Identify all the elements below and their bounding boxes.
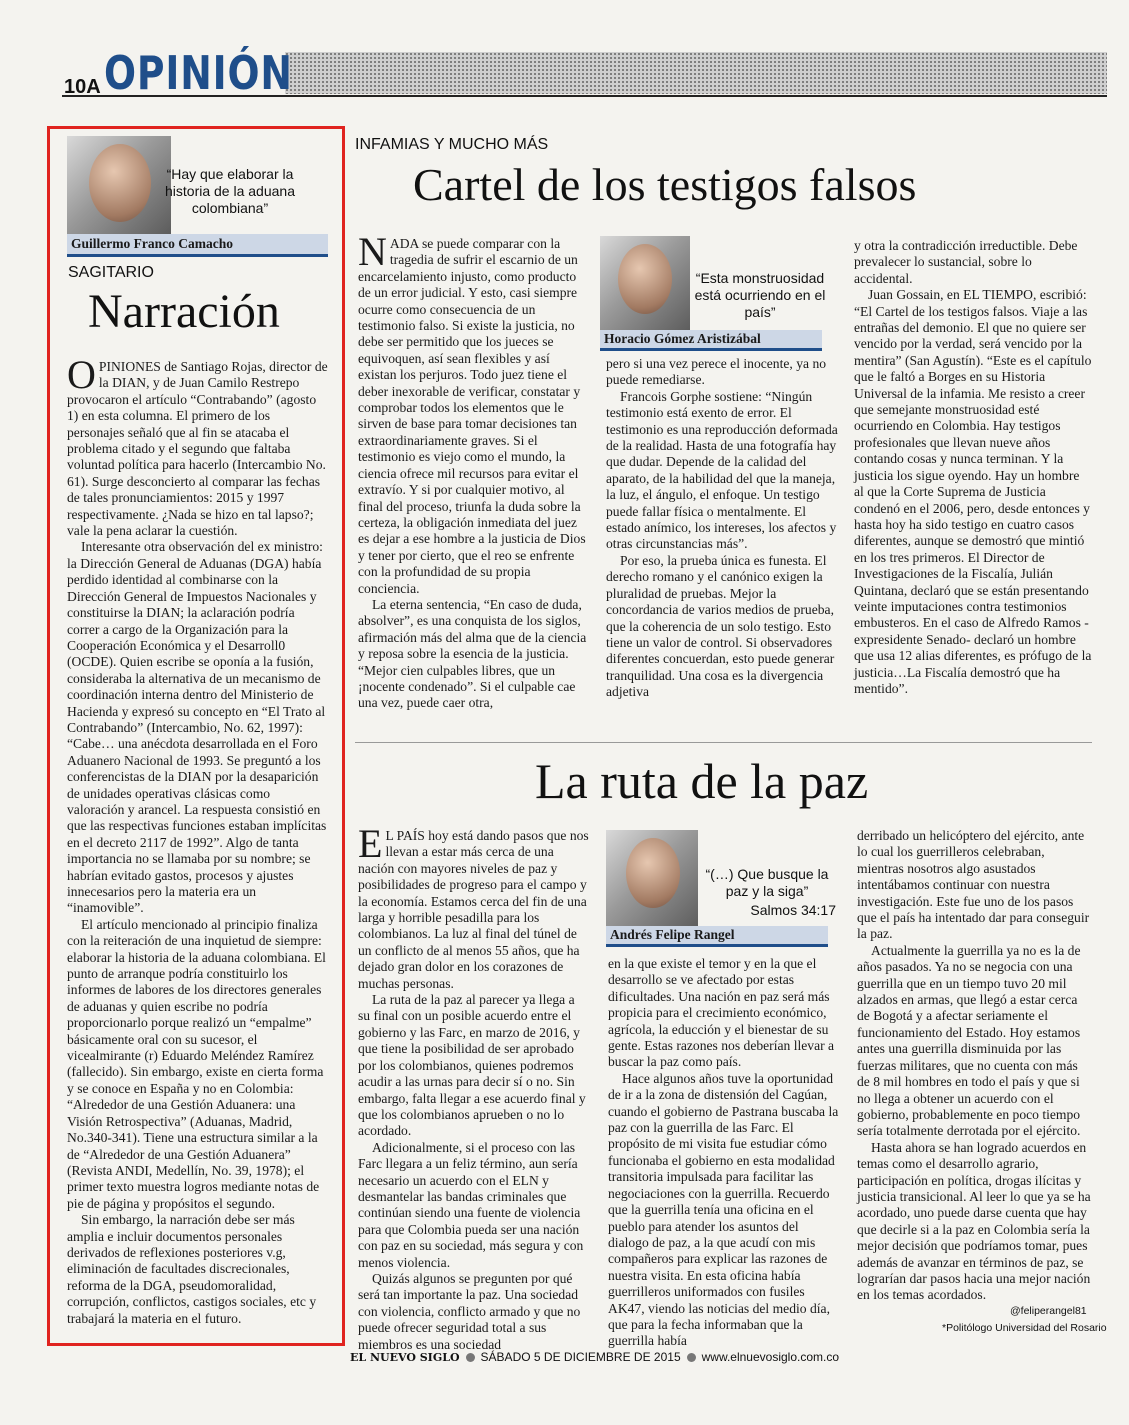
section-title: OPINIÓN	[104, 46, 293, 100]
byline-top: Horacio Gómez Aristizábal	[600, 330, 822, 351]
paragraph: El artículo mencionado al principio finaliza con la reiteración de una inquietud de siempre: elaborar la historia de la aduana colombiana. El punto de arranque podría constituirlo los informes de labores de los directores generales de aduanas y quien escribe no podría proporcionarlo porque realizó un “empalme” básicamente oral con su sucesor, el vicealmirante (r) Eduardo Meléndez Ramírez (fallecido). Sin embargo, existe en cierta forma y se conoce en España y no en Colombia: “Alrededor de una Gestión Aduanera: una Visión Retrospectiva” (Aduanas, Madrid, No.340-341). Tiene una estructura similar a la de “Alrededor de una Gestión Aduanera” (Revista ANDI, Medellín, No. 39, 1978); el primer texto muestra logros mediante notas de pie de página y propósitos el segundo.	[67, 916, 326, 1211]
twitter-handle: @feliperangel81	[1010, 1305, 1087, 1317]
paragraph: La eterna sentencia, “En caso de duda, absolver”, es una conquista de los siglos, afirmación más del alma que de la ciencia y reposa sobre la esencia de la justicia. “Mejor cien culpables libres, que un ¡nocente condenado”. Si el culpable cae una vez, puede caer otra,	[358, 596, 587, 711]
paragraph: Por eso, la prueba única es funesta. El derecho romano y el canónico exigen la pluralidad de pruebas. Mejor la concordancia de varios medios de prueba, que la coherencia de un solo testigo. Esto tiene un valor de control. Si observadores diferentes concuerdan, esto puede generar tranquilidad. Una cosa es la divergencia adjetiva	[606, 552, 835, 700]
paragraph: Hasta ahora se han logrado acuerdos en temas como el desarrollo agrario, participación en política, drogas ilícitas y justicia transicional. Al leer lo que ya se ha acordado, uno puede darse cuenta que hay que decirle si a la paz en Colombia sería la mejor decisión que podríamos tomar, pues además de avanzar en términos de paz, se lograrían dar pasos hacia una mejor nación en los temas acordados.	[857, 1139, 1091, 1303]
pull-quote-top: “Esta monstruosidad está ocurriendo en el país”	[694, 270, 826, 320]
paragraph: y otra la contradicción irreductible. Debe prevalecer lo sustancial, sobre lo accidental.	[854, 238, 1078, 286]
header-texture	[285, 52, 1107, 94]
footer-url[interactable]: www.elnuevosiglo.com.co	[701, 1350, 840, 1364]
author-photo-rangel	[606, 830, 698, 930]
article-bottom-col1	[358, 821, 590, 1353]
paragraph: NADA se puede comparar con la tragedia de sufrir el escarnio de un encarcelamiento injusto, como producto de un error judicial. Y esto, casi siempre ocurre como consecuencia de un testimonio falso. Si existe la justicia, no debe ser permitido que los jueces se equivoquen, así sean flexibles y así existan los perjuros. Todo juez tiene el deber inexorable de verificar, constatar y comprobar todos los elementos que le sirven de base para tomar decisiones tan extraordinariamente graves. Si el testimonio es viejo como el mundo, la ciencia ofrece mil recursos para evitar el extravío. Y si por cualquier motivo, al final del proceso, triunfa la duda sobre la certeza, la obligación inmediata del juez es dejar a ese hombre a la justicia de Dios y tener por cierto, que el reo se enfrente con la profundidad de su propia conciencia.	[358, 229, 586, 596]
byline-bottom: Andrés Felipe Rangel	[606, 926, 828, 947]
paragraph: La ruta de la paz al parecer ya llega a su final con un posible acuerdo entre el gobierno y las Farc, en marzo de 2016, y que tiene la posibilidad de ser aprobado por los colombianos, quienes podremos acudir a las urnas para decir sí o no. Sin embargo, falta llegar a ese acuerdo final y que los colombianos aprueben o no lo acordado.	[358, 992, 586, 1139]
paragraph: Hace algunos años tuve la oportunidad de ir a la zona de distensión del Cagúan, cuando el gobierno de Pastrana buscaba la paz con la guerrilla de las Farc. El propósito de mi visita fue estudiar cómo funcionaba el gobierno en esta modalidad transitoria impulsada para facilitar las negociaciones con la guerrilla. Recuerdo que la guerrilla tenía una oficina en el pueblo para atender los asuntos del dialogo de paz, a la que acudí con mis compañeros para explicar las razones de nuestra visita. En esta oficina había guerrilleros uniformados con fusiles AK47, viendo las noticias del medio día, que para la fecha informaban que la guerrilla había	[608, 1070, 839, 1349]
headline-left: Narración	[88, 285, 280, 338]
paragraph: Francois Gorphe sostiene: “Ningún testimonio está exento de error. El testimonio es una reproducción deformada de la realidad. Hasta de una fotografía hay que dudar. Depende de la calidad del aparato, de la habilidad del que la maneja, la luz, el ángulo, el enfoque. Un testigo puede fallar física o mentalmente. El estado anímico, los intereses, los afectos y otras circunstancias más”.	[606, 388, 838, 552]
author-credit: *Politólogo Universidad del Rosario	[942, 1322, 1107, 1334]
author-photo-gomez	[600, 236, 690, 332]
article-bottom-col2	[608, 956, 840, 1350]
paragraph: pero si una vez perece el inocente, ya no puede remediarse.	[606, 356, 827, 388]
paragraph: Actualmente la guerrilla ya no es la de años pasados. Ya no se negocia con una guerrilla que en un tiempo tuvo 20 mil alzados en armas, que llegó a estar cerca de Bogotá y a afectar seriamente el funcionamiento del Estado. Hoy estamos antes una guerrilla disminuida por las fuerzas militares, que no cuenta con más de 8 mil hombres en todo el país y que si no llega a obtener un acuerdo con el gobierno, probablemente en poco tiempo sería totalmente derrotada por el ejército.	[857, 942, 1081, 1139]
paragraph: Interesante otra observación del ex ministro: la Dirección General de Aduanas (DGA) había perdido identidad al combinarse con la Dirección General de Impuestos Nacionales y constituirse la DIAN; la aclaración podría correr a cargo de la Organización para la Cooperación Económica y el Desarroll0 (OCDE). Quien escribe se oponía a la fusión, consideraba la alternativa de un mecanismo de coordinación interna dentro del Ministerio de Hacienda y expresó su concepto en “El Trato al Contrabando” (Intercambio, No. 62, 1997): “Cabe… una anécdota desarrollada en el Foro Aduanero Nacional de 1993. Se preguntó a los conferencistas de la DIAN por la desaparición de unidades operativas clásicas como valoración y arancel. La respuesta consistió en que las respectivas funciones estaban implícitas en el decreto 2117 de 1992”. Algo de tanta importancia no se llamaba por su nombre; se habrían evitado gastos, procesos y ajustes innecesarios pero la materia era un “inamovible”.	[67, 539, 327, 916]
footer-date: SÁBADO 5 DE DICIEMBRE DE 2015	[480, 1350, 681, 1364]
paragraph: derribado un helicóptero del ejército, ante lo cual los guerrilleros celebraban, mientras nosotros algo asustados intentábamos continuar con nuestra investigación. Este fue uno de los pasos que el país ha intentado dar para conseguir la paz.	[857, 828, 1090, 942]
article-body-left	[67, 352, 329, 1327]
pull-quote-bottom: “(…) Que busque la paz y la siga”	[705, 866, 829, 899]
kicker-left: SAGITARIO	[68, 264, 154, 281]
article-top-col3	[854, 238, 1092, 697]
paragraph: Juan Gossain, en EL TIEMPO, escribió: “El Cartel de los testigos falsos. Viaje a las entrañas del demonio. El que no quiere ser vencido por la verdad, será vencido por la mentira” (San Agustín). “Este es el capítulo que le faltó a Borges en su Historia Universal de la infamia. Me resisto a creer que semejante monstruosidad esté ocurriendo en Colombia. Hay testigos profesionales que llevan nueve años contando cosas y nunca terminan. Y la justicia los sigue oyendo. Hay un hombre al que la Corte Suprema de Justicia condenó en el 2006, pero, desde entonces y hasta hoy ha sido testigo en cuatro casos diferentes, aunque se demostró que mintió en los tres primeros. El Director de Investigaciones de la Fiscalía, Julián Quintana, declaró que se están presentando veinte imputaciones contra testimonios embusteros. En el caso de Alfredo Ramos -expresidente Senado- declaró un hombre que usa 12 alias diferentes, es prófugo de la justicia…La Fiscalía demostró que ha mentido”.	[854, 287, 1092, 696]
footer-brand: EL NUEVO SIGLO	[350, 1351, 460, 1364]
author-photo-franco	[67, 136, 171, 234]
headline-top: Cartel de los testigos falsos	[413, 159, 917, 210]
bullet-icon	[466, 1353, 475, 1362]
headline-bottom: La ruta de la paz	[535, 753, 869, 809]
article-bottom-col3	[857, 828, 1091, 1304]
paragraph: Sin embargo, la narración debe ser más amplia e incluir documentos personales derivados de reflexiones posteriores v.g, eliminación de facultades discrecionales, reforma de la DGA, pseudomoralidad, corrupción, conflictos, castigos sociales, etc y trabajará la materia en el futuro.	[67, 1212, 317, 1326]
article-top-col1	[358, 229, 590, 712]
page-number: 10A	[64, 76, 101, 98]
paragraph: EL PAÍS hoy está dando pasos que nos llevan a estar más cerca de una nación con mayores niveles de paz y posibilidades de progreso para el campo y la economía. Estamos cerca del fin de una larga y horrible pesadilla para los colombianos. La luz al final del túnel de un conflicto de al menos 55 años, que ha dejado gran dolor en los corazones de muchas personas.	[358, 821, 589, 991]
byline-left: Guillermo Franco Camacho	[67, 234, 328, 257]
pull-quote-left: “Hay que elaborar la historia de la aduana colombiana”	[165, 166, 295, 216]
kicker-top: INFAMIAS Y MUCHO MÁS	[355, 136, 549, 153]
paragraph: OPINIONES de Santiago Rojas, director de la DIAN, y de Juan Camilo Restrepo provocaron el artículo “Contrabando” (agosto 1) en esta columna. El primero de los personajes señaló que al fin se atacaba el problema citado y el segundo que faltaba voluntad política para hacerlo (Intercambio No. 61). Surge desconcierto al comparar las fechas de tales pronunciamientos: 2015 y 1997 respectivamente. ¿Nada se hizo en tal lapso?; vale la pena aclarar la cuestión.	[67, 352, 328, 539]
paragraph: en la que existe el temor y en la que el desarrollo se ve afectado por estas dificultades. Una nación en paz será más propicia para el crecimiento económico, agrícola, la educción y el bienestar de su gente. Estas razones nos deberían llevar a buscar la paz como país.	[608, 956, 835, 1070]
paragraph: Adicionalmente, si el proceso con las Farc llegara a un feliz término, aun sería necesario un acuerdo con el ELN y desmantelar las bandas criminales que continúan siendo una fuente de violencia para que Colombia pueda ser una nación con paz en su sociedad, más segura y con menos violencia.	[358, 1139, 584, 1270]
page-footer	[350, 1350, 839, 1364]
paragraph: Quizás algunos se pregunten por qué será tan importante la paz. Una sociedad con violencia, conflicto armado y que no puede ofrecer seguridad total a sus miembros es una sociedad	[358, 1270, 581, 1352]
pull-quote-reference: Salmos 34:17	[750, 902, 836, 918]
article-top-col2	[606, 356, 838, 701]
bullet-icon	[687, 1353, 696, 1362]
article-divider	[355, 742, 1092, 743]
